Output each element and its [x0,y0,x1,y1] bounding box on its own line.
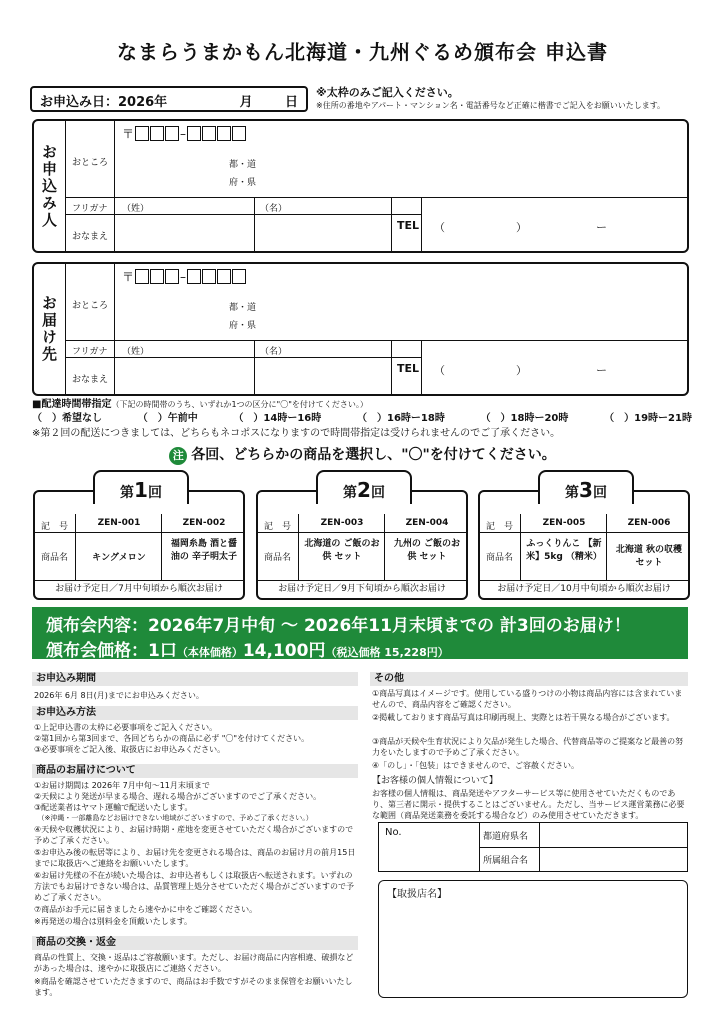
recipient-tel-close[interactable]: ） [516,364,527,377]
code-label: 記 号 [41,522,69,532]
recipient-pref-1: 都・道 [229,303,257,313]
recipient-side-label: お届け先 [34,264,66,394]
recipient-mei[interactable]: （名） [260,347,288,357]
delivery-line: ⑦商品がお手元に届きましたら速やかに中をご確認ください。 [34,905,258,914]
applicant-tel-close[interactable]: ） [516,221,527,234]
delivery-line: ④天候や収穫状況により、お届け時期・産地を変更させていただく場合がございますので予めご了承ください。 [34,825,354,845]
delivery-time-heading: ■配達時間帯指定（下記の時間帯のうち、いずれか1つの区分に"〇"を付けてください。） [32,399,368,410]
delivery-time-note: ※第２回の配送につきましては、どちらもネコポスになりますので時間帯指定は受けられませんのでご了承ください。 [32,428,561,439]
shop-name-box[interactable] [378,880,688,998]
recipient-tel-label: TEL [397,362,420,375]
date-day-label: 日 [284,95,298,110]
name-label: 商品名 [264,553,292,563]
round-2-footer: お届け予定日／9月下旬頃から順次お届け [258,580,466,598]
delivery-line: ①お届け期間は 2026年 7月中旬〜11月末頃まで [34,781,210,790]
period-heading: お申込み期間 [32,672,358,686]
applicant-tel-dash[interactable]: ー [596,221,607,234]
item-code[interactable]: ZEN-006 [627,518,671,528]
item-name: 九州の ご飯のお供 セット [393,539,461,562]
time-option[interactable]: （ ）19時ー21時 [604,413,692,424]
method-line: ②第1回から第3回まで、各回どちらかの商品に必ず "〇"を付けてください。 [34,734,310,743]
banner-line-1: 頒布会内容：2026年7月中旬 〜 2026年11月末頃までの 計3回のお届け！ [46,616,631,636]
other-line: ①商品写真はイメージです。使用している盛りつけの小物は商品内容には含まれていませんので、商品内容をご確認ください。 [372,689,683,709]
applicant-tel-open[interactable]: （ [434,221,445,234]
round-2-tab: 第2回 [316,470,412,504]
item-name: 福岡糸島 酒と醤油の 辛子明太子 [170,539,238,562]
recipient-address-label: おところ [72,301,109,311]
delivery-heading: 商品のお届けについて [32,764,358,778]
bold-only-note: ※太枠のみご記入ください。 [316,86,459,99]
time-option[interactable]: （ ）18時ー20時 [480,413,569,424]
union-name-label: 所属組合名 [483,856,529,866]
applicant-address-label: おところ [72,158,109,168]
shop-info-table [378,822,688,872]
recipient-tel-dash[interactable]: ー [596,364,607,377]
exchange-text: 商品の性質上、交換・返品はご容赦願います。ただし、お届け商品に内容相違、破損などがあった場合は、速やかに取扱店にご連絡ください。 [34,953,354,973]
no-label: No. [385,827,402,838]
round-2-card [256,478,468,600]
recipient-tel-open[interactable]: （ [434,364,445,377]
applicant-block [32,119,689,253]
application-date-field[interactable] [30,86,308,112]
applicant-mei[interactable]: （名） [260,204,288,214]
delivery-time-options [32,409,692,424]
applicant-pref-2: 府・県 [229,178,257,188]
applicant-zip-field[interactable]: 〒 – [122,125,246,142]
address-note: ※住所の番地やアパート・マンション名・電話番号など正確に楷書でご記入をお願いいたします。 [316,101,666,110]
item-code[interactable]: ZEN-004 [405,518,449,528]
exchange-heading: 商品の交換・返金 [32,936,358,950]
item-name: 北海道の ご飯のお供 セット [304,539,380,562]
applicant-tel-label: TEL [397,219,420,232]
method-line: ③必要事項をご記入後、取扱店にお申込みください。 [34,745,226,754]
time-option[interactable]: （ ）午前中 [137,413,198,424]
banner-line-2: 頒布会価格：1口（本体価格）14,100円（税込価格 15,228円） [46,641,449,661]
other-heading: その他 [370,672,688,686]
other-line: ③商品が天候や生育状況により欠品が発生した場合、代替商品等のご提案など最善の努力をいたしますので予めご了承ください。 [372,737,684,757]
subscription-banner [32,607,688,659]
period-text: 2026年 6月 8日(月)までにお申込みください。 [34,691,204,700]
time-option[interactable]: （ ）16時ー18時 [357,413,445,424]
round-3-footer: お届け予定日／10月中旬頃から順次お届け [480,580,688,598]
time-option[interactable]: （ ）希望なし [32,413,102,424]
page-title: なまらうまかもん北海道・九州ぐるめ頒布会 申込書 [117,40,608,64]
applicant-sei[interactable]: （姓） [122,204,150,214]
recipient-furigana-label: フリガナ [72,347,108,357]
selection-title: 注 各回、どちらかの商品を選択し、"〇"を付けてください。 [0,444,725,465]
date-month-label: 月 [239,95,253,110]
privacy-text: お客様の個人情報は、商品発送やアフターサービス等に使用させていただくものであり、第三者に開示・提供することはございません。ただし、当サービス運営業務に必要な範囲（商品発送業務を委託する場合など）のみ使用させていただきます。 [372,789,685,820]
zip-mark: 〒 [122,127,135,141]
privacy-heading: 【お客様の個人情報について】 [372,776,498,786]
code-label: 記 号 [264,522,292,532]
applicant-name-label: おなまえ [72,232,109,242]
other-line: ②掲載しております商品写真は印刷再現上、実際とは若干異なる場合がございます。 [372,713,675,722]
round-3-card [478,478,690,600]
name-label: 商品名 [41,553,69,563]
item-code[interactable]: ZEN-003 [320,518,364,528]
delivery-line: ③配送業者はヤマト運輸で配送いたします。 [34,803,193,812]
pref-name-label: 都道府県名 [483,832,529,842]
round-1-tab: 第1回 [93,470,189,504]
delivery-line: ※再発送の場合は別料金を頂戴いたします。 [34,917,193,926]
shop-name-label: 【取扱店名】 [387,889,447,900]
delivery-line: ⑤お申込み後の転居等により、お届け先を変更される場合は、商品のお届け月の前月15日までに取扱店へご連絡をお願いいたします。 [34,848,356,868]
date-label: お申込み日：2026年 [40,95,168,110]
round-3-tab: 第3回 [538,470,634,504]
delivery-line: ②天候により発送が早まる場合、遅れる場合がございますのでご了承ください。 [34,792,322,801]
zip-mark: 〒 [122,270,135,284]
method-line: ①上記申込書の太枠に必要事項をご記入ください。 [34,723,218,732]
name-label: 商品名 [486,553,514,563]
round-1-footer: お届け予定日／7月中旬頃から順次お届け [35,580,243,598]
applicant-side-label: お申込み人 [34,121,66,251]
code-label: 記 号 [486,522,514,532]
time-option[interactable]: （ ）14時ー16時 [233,413,322,424]
recipient-zip-field[interactable]: 〒 – [122,268,246,285]
applicant-furigana-label: フリガナ [72,204,108,214]
delivery-line: （※沖縄・一部離島などお届けできない地域がございますので、予めご了承ください。） [34,814,313,822]
item-code[interactable]: ZEN-001 [97,518,141,528]
recipient-pref-2: 府・県 [229,321,257,331]
attention-icon: 注 [169,447,187,465]
recipient-sei[interactable]: （姓） [122,347,150,357]
method-heading: お申込み方法 [32,706,358,720]
item-name: キングメロン [92,553,146,563]
item-code[interactable]: ZEN-005 [542,518,586,528]
other-line: ④「のし」・「包装」はできませんので、ご容赦ください。 [372,761,580,770]
applicant-pref-1: 都・道 [229,160,257,170]
item-code[interactable]: ZEN-002 [182,518,226,528]
recipient-block [32,262,689,396]
round-1-card [33,478,245,600]
item-name: ふっくりんこ 【新米】5kg （精米） [526,539,602,562]
delivery-line: ⑥お届け先様の不在が続いた場合は、お申込者もしくは取扱店へ転送されます。いずれの方法でもお届けできない場合は、品質管理上処分させていただく場合がございますので予めご了承ください。 [34,871,354,902]
exchange-text-2: ※商品を確認させていただきますので、商品はお手数ですがそのまま保管をお願いいたします。 [34,977,353,997]
recipient-name-label: おなまえ [72,375,109,385]
item-name: 北海道 秋の収穫セット [615,545,683,568]
